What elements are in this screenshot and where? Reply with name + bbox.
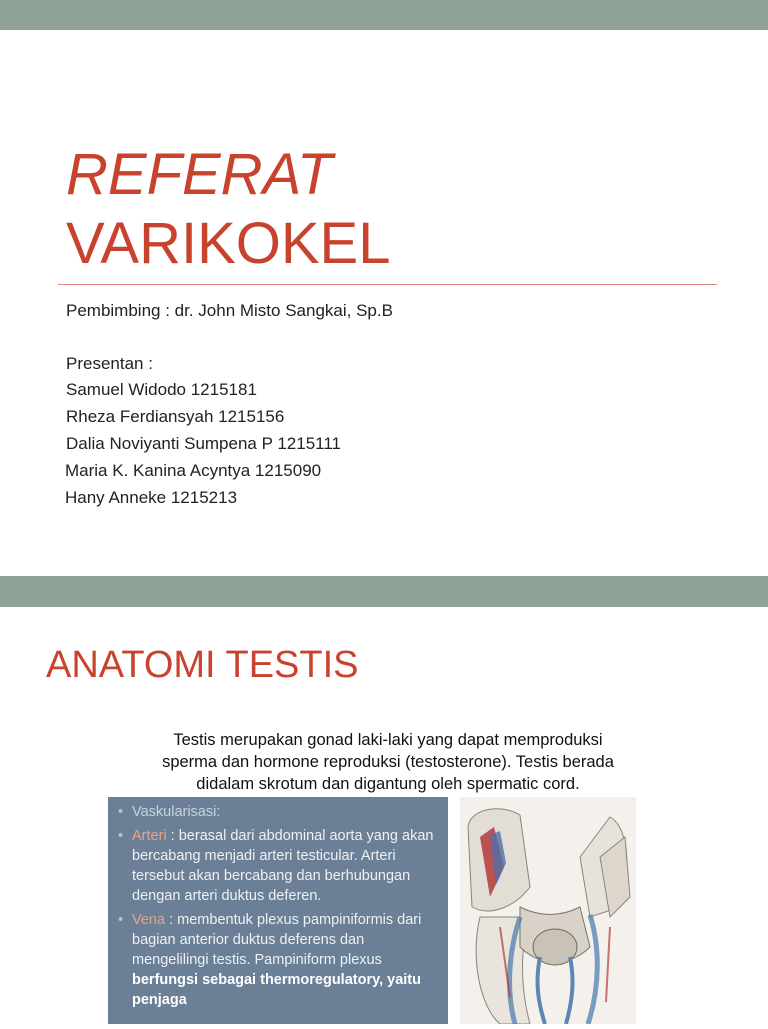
presenter-item: Rheza Ferdiansyah 1215156 — [66, 407, 285, 426]
bullet-icon: • — [118, 912, 124, 928]
slide-title-referat: REFERAT — [66, 142, 333, 207]
arteri-text: : berasal dari abdominal aorta yang akan bercabang menjadi arteri testicular. Arteri tersebut akan bercabang dan berhubungan dengan arteri duktus deferen. — [132, 828, 434, 904]
vena-bold-text: berfungsi sebagai thermoregulatory, yaitu penjaga — [132, 972, 421, 1008]
arteri-term: Arteri — [132, 828, 167, 844]
presenter-heading: Presentan : — [66, 354, 153, 373]
vascularization-box — [108, 797, 448, 1024]
slide-separator-band — [0, 576, 768, 607]
bullet-vena — [118, 910, 438, 1010]
supervisor-line: Pembimbing : dr. John Misto Sangkai, Sp.B — [66, 301, 393, 320]
presenter-item: Samuel Widodo 1215181 — [66, 380, 257, 399]
bullet-icon: • — [118, 828, 124, 844]
presenter-item: Dalia Noviyanti Sumpena P 1215111 — [66, 434, 342, 453]
intro-line: Testis merupakan gonad laki-laki yang dapat memproduksi — [173, 731, 603, 749]
bullet-heading — [118, 802, 438, 822]
slide-title-varikokel: VARIKOKEL — [66, 211, 391, 276]
bullet-icon: • — [118, 804, 124, 820]
presenter-item: Maria K. Kanina Acyntya 1215090 — [65, 461, 322, 480]
anatomy-drawing — [460, 797, 636, 1024]
section-title: ANATOMI TESTIS — [46, 644, 359, 686]
vena-text: : membentuk plexus pampiniformis dari bagian anterior duktus deferens dan mengelilingi testis. Pampiniform plexus — [132, 912, 422, 968]
anatomy-illustration-icon — [460, 797, 636, 1024]
title-divider — [58, 284, 717, 285]
top-band — [0, 0, 768, 30]
vascular-heading: Vaskularisasi: — [132, 804, 221, 820]
presenter-item: Hany Anneke 1215213 — [65, 488, 238, 507]
intro-paragraph — [108, 729, 668, 795]
intro-line: didalam skrotum dan digantung oleh spermatic cord. — [196, 775, 580, 793]
intro-line: sperma dan hormone reproduksi (testosterone). Testis berada — [162, 753, 614, 771]
bullet-arteri — [118, 826, 438, 906]
vena-term: Vena — [132, 912, 166, 928]
